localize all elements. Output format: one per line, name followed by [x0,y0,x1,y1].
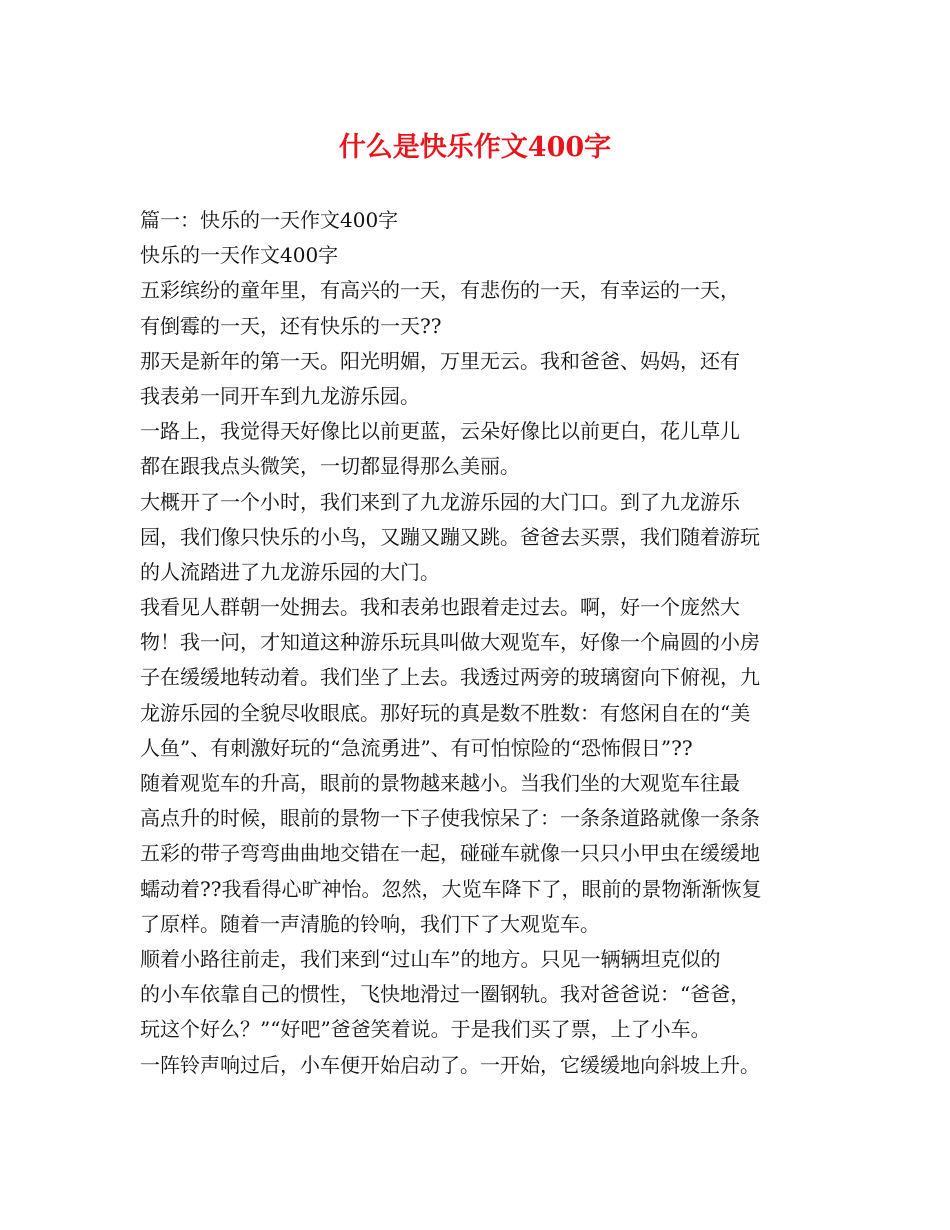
text-line: 园，我们像只快乐的小鸟，又蹦又蹦又跳。爸爸去买票，我们随着游玩 [140,524,760,549]
text-line: 我看见人群朝一处拥去。我和表弟也跟着走过去。啊，好一个庞然大 [140,595,740,620]
text-line: 物！我一问，才知道这种游乐玩具叫做大观览车，好像一个扁圆的小房 [140,630,760,655]
text-line: 随着观览车的升高，眼前的景物越来越小。当我们坐的大观览车往最 [140,771,740,795]
text-line: 的人流踏进了九龙游乐园的大门。 [140,559,440,584]
text-line: 五彩的带子弯弯曲曲地交错在一起，碰碰车就像一只只小甲虫在缓缓地 [140,841,760,866]
text-line: 人鱼”、有刺激好玩的“急流勇进”、有可怕惊险的“恐怖假日”?? [140,735,693,760]
text-line: 五彩缤纷的童年里，有高兴的一天，有悲伤的一天，有幸运的一天， [140,278,740,303]
text-line: 龙游乐园的全貌尽收眼底。那好玩的真是数不胜数：有悠闲自在的“美 [140,700,751,725]
text-line: 都在跟我点头微笑，一切都显得那么美丽。 [140,454,520,479]
text-line: 大概开了一个小时，我们来到了九龙游乐园的大门口。到了九龙游乐 [140,489,740,514]
text-line: 高点升的时候，眼前的景物一下子使我惊呆了：一条条道路就像一条条 [140,806,760,831]
text-line: 那天是新年的第一天。阳光明媚，万里无云。我和爸爸、妈妈，还有 [140,348,740,373]
text-line: 顺着小路往前走，我们来到“过山车”的地方。只见一辆辆坦克似的 [140,946,721,971]
text-line: 的小车依靠自己的惯性，飞快地滑过一圈钢轨。我对爸爸说：“爸爸， [140,982,751,1007]
text-line: 一阵铃声响过后，小车便开始启动了。一开始，它缓缓地向斜坡上升。 [140,1052,760,1077]
document-title: 什么是快乐作文400字 [338,132,612,163]
text-line: 快乐的一天作文400字 [140,243,339,268]
text-line: 篇一：快乐的一天作文400字 [140,208,399,232]
text-line: 子在缓缓地转动着。我们坐了上去。我透过两旁的玻璃窗向下俯视，九 [140,665,760,690]
text-line: 我表弟一同开车到九龙游乐园。 [140,383,420,408]
text-line: 了原样。随着一声清脆的铃响，我们下了大观览车。 [140,911,600,936]
text-line: 玩这个好么？”“好吧”爸爸笑着说。于是我们买了票，上了小车。 [140,1017,711,1042]
text-line: 蠕动着??我看得心旷神怡。忽然，大览车降下了，眼前的景物渐渐恢复 [140,876,762,901]
text-line: 一路上，我觉得天好像比以前更蓝，云朵好像比以前更白，花儿草儿 [140,419,740,444]
text-line: 有倒霉的一天，还有快乐的一天?? [140,313,442,338]
document-body [140,203,820,1083]
